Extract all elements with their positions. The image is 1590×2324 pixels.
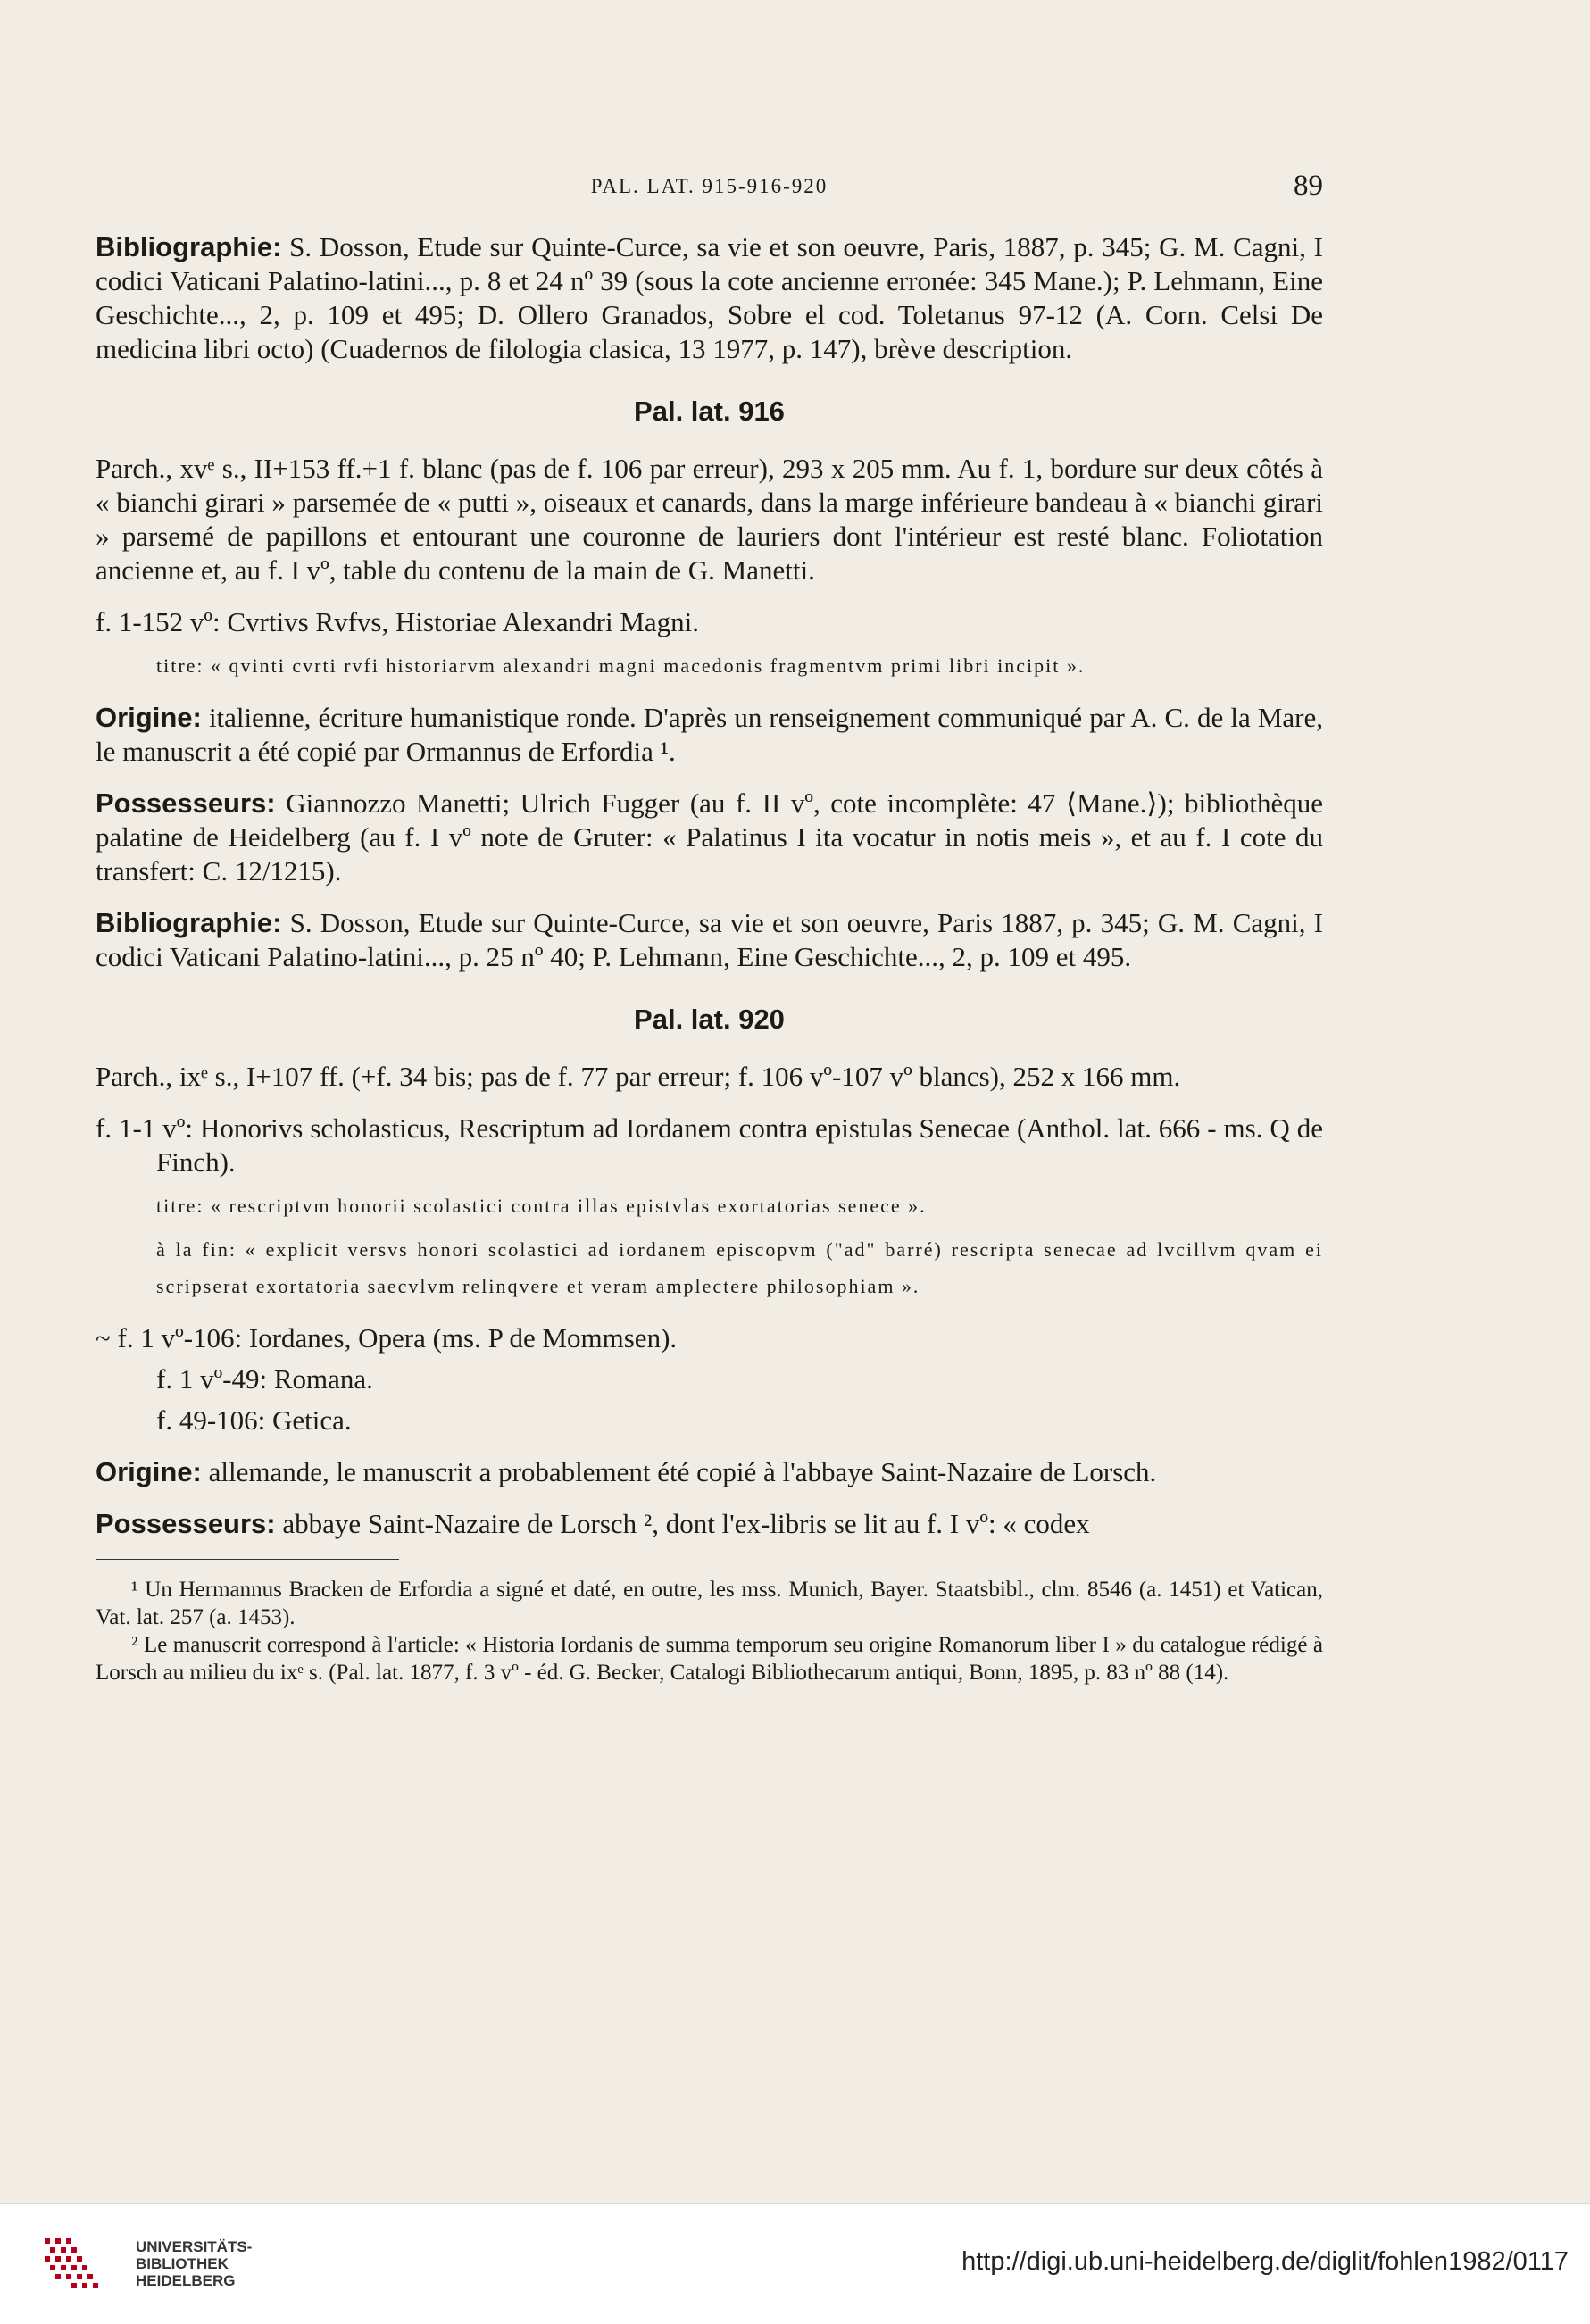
bibliography-text: S. Dosson, Etude sur Quinte-Curce, sa vie et son oeuvre, Paris 1887, p. 345; G. M. Cagni, I codici Vaticani Palatino-latini..., p. 25 nº 40; P. Lehmann, Eine Geschichte..., 2, p. 109 et 495. xyxy=(96,907,1323,972)
description-916: Parch., xvᵉ s., II+153 ff.+1 f. blanc (pas de f. 106 par erreur), 293 x 205 mm. Au f. 1, bordure sur deux côtés à « bianchi girari » parsemée de « putti », oiseaux et canards, dans la marge inférieure bandeau à « bianchi girari » parsemé de papillons et entourant une couronne de lauriers dont l'intérieur est resté blanc. Foliotation ancienne et, au f. I vº, table du contenu de la main de G. Manetti. xyxy=(96,453,1323,586)
origine-920 xyxy=(96,1455,1323,1489)
possesseurs-920 xyxy=(96,1507,1323,1541)
library-name xyxy=(136,2238,252,2289)
possesseurs-text: abbaye Saint-Nazaire de Lorsch ², dont l'ex-libris se lit au f. I vº: « codex xyxy=(275,1508,1090,1539)
library-name-line: HEIDELBERG xyxy=(136,2272,236,2289)
fin-text: à la fin: « explicit versvs honori scolastici ad iordanem episcopvm ("ad" barré) rescripta senecae ad lvcillvm qvam ei scripserat exortatoria saecvlvm relinqvere et veram amplectere philosophiam ». xyxy=(156,1238,1323,1297)
bibliography-915 xyxy=(96,230,1323,366)
library-footer xyxy=(0,2203,1590,2324)
footnote-2: ² Le manuscrit correspond à l'article: « Historia Iordanis de summa temporum seu origine Romanorum liber I » du catalogue rédigé à Lorsch au milieu du ixᵉ s. (Pal. lat. 1877, f. 3 vº - éd. G. Becker, Catalogi Bibliothecarum antiqui, Bonn, 1895, p. 83 nº 88 (14). xyxy=(96,1633,1323,1685)
section-title-920: Pal. lat. 920 xyxy=(634,1004,785,1035)
running-title: PAL. LAT. 915-916-920 xyxy=(590,175,828,197)
body-text xyxy=(96,230,1323,1687)
bibliography-label: Bibliographie: xyxy=(96,907,282,938)
fin-920 xyxy=(96,1230,1323,1304)
contents-916: f. 1-152 vº: Cvrtivs Rvfvs, Historiae Alexandri Magni. xyxy=(96,606,700,637)
titre-text: titre: « rescriptvm honorii scolastici contra illas epistvlas exortatorias senece ». xyxy=(156,1195,927,1217)
origine-label: Origine: xyxy=(96,1456,202,1487)
bibliography-label: Bibliographie: xyxy=(96,231,282,262)
description-920: Parch., ixᵉ s., I+107 ff. (+f. 34 bis; pas de f. 77 par erreur; f. 106 vº-107 vº blancs), 252 x 166 mm. xyxy=(96,1061,1181,1092)
footnote-divider xyxy=(96,1559,399,1560)
possesseurs-916 xyxy=(96,787,1323,888)
contents-920-2a: f. 1 vº-49: Romana. xyxy=(156,1363,373,1395)
ub-heidelberg-logo-icon xyxy=(36,2231,116,2295)
titre-916 xyxy=(96,646,1323,683)
contents-920-2: ~ f. 1 vº-106: Iordanes, Opera (ms. P de Mommsen). xyxy=(96,1322,678,1354)
bibliography-916 xyxy=(96,906,1323,974)
bibliography-text: S. Dosson, Etude sur Quinte-Curce, sa vie et son oeuvre, Paris, 1887, p. 345; G. M. Cagni, I codici Vaticani Palatino-latini..., p. 8 et 24 nº 39 (sous la cote ancienne erronée: 345 Mane.); P. Lehmann, Eine Geschichte..., 2, p. 109 et 495; D. Ollero Granados, Sobre el cod. Toletanus 97-12 (A. Corn. Celsi De medicina libri octo) (Cuadernos de filologia clasica, 13 1977, p. 147), brève description. xyxy=(96,231,1323,364)
titre-text: titre: « qvinti cvrti rvfi historiarvm alexandri magni macedonis fragmentvm primi libri incipit ». xyxy=(156,654,1086,677)
page-number: 89 xyxy=(1294,170,1323,202)
titre-920 xyxy=(96,1187,1323,1223)
permalink-url[interactable]: http://digi.ub.uni-heidelberg.de/diglit/fohlen1982/0117 xyxy=(961,2247,1569,2276)
origine-label: Origine: xyxy=(96,702,202,733)
possesseurs-label: Possesseurs: xyxy=(96,787,276,819)
footnote-1: ¹ Un Hermannus Bracken de Erfordia a signé et daté, en outre, les mss. Munich, Bayer. Staatsbibl., clm. 8546 (a. 1451) et Vatican, Vat. lat. 257 (a. 1453). xyxy=(96,1578,1323,1629)
library-name-line: UNIVERSITÄTS- xyxy=(136,2238,253,2255)
contents-920-1: f. 1-1 vº: Honorivs scholasticus, Rescriptum ad Iordanem contra epistulas Senecae (Anthol. lat. 666 - ms. Q de Finch). xyxy=(96,1112,1323,1178)
section-title-916: Pal. lat. 916 xyxy=(634,396,785,427)
origine-916 xyxy=(96,701,1323,769)
page-header xyxy=(96,170,1323,205)
possesseurs-text: Giannozzo Manetti; Ulrich Fugger (au f. II vº, cote incomplète: 47 ⟨Mane.⟩); bibliothèque palatine de Heidelberg (au f. I vº note de Gruter: « Palatinus I ita vocatur in notis meis », et au f. I cote du transfert: C. 12/1215). xyxy=(96,787,1323,887)
contents-920-2b: f. 49-106: Getica. xyxy=(156,1404,352,1436)
origine-text: italienne, écriture humanistique ronde. D'après un renseignement communiqué par A. C. de la Mare, le manuscrit a été copié par Ormannus de Erfordia ¹. xyxy=(96,702,1323,767)
possesseurs-label: Possesseurs: xyxy=(96,1508,276,1539)
library-name-line: BIBLIOTHEK xyxy=(136,2255,229,2272)
origine-text: allemande, le manuscrit a probablement été copié à l'abbaye Saint-Nazaire de Lorsch. xyxy=(201,1456,1157,1487)
